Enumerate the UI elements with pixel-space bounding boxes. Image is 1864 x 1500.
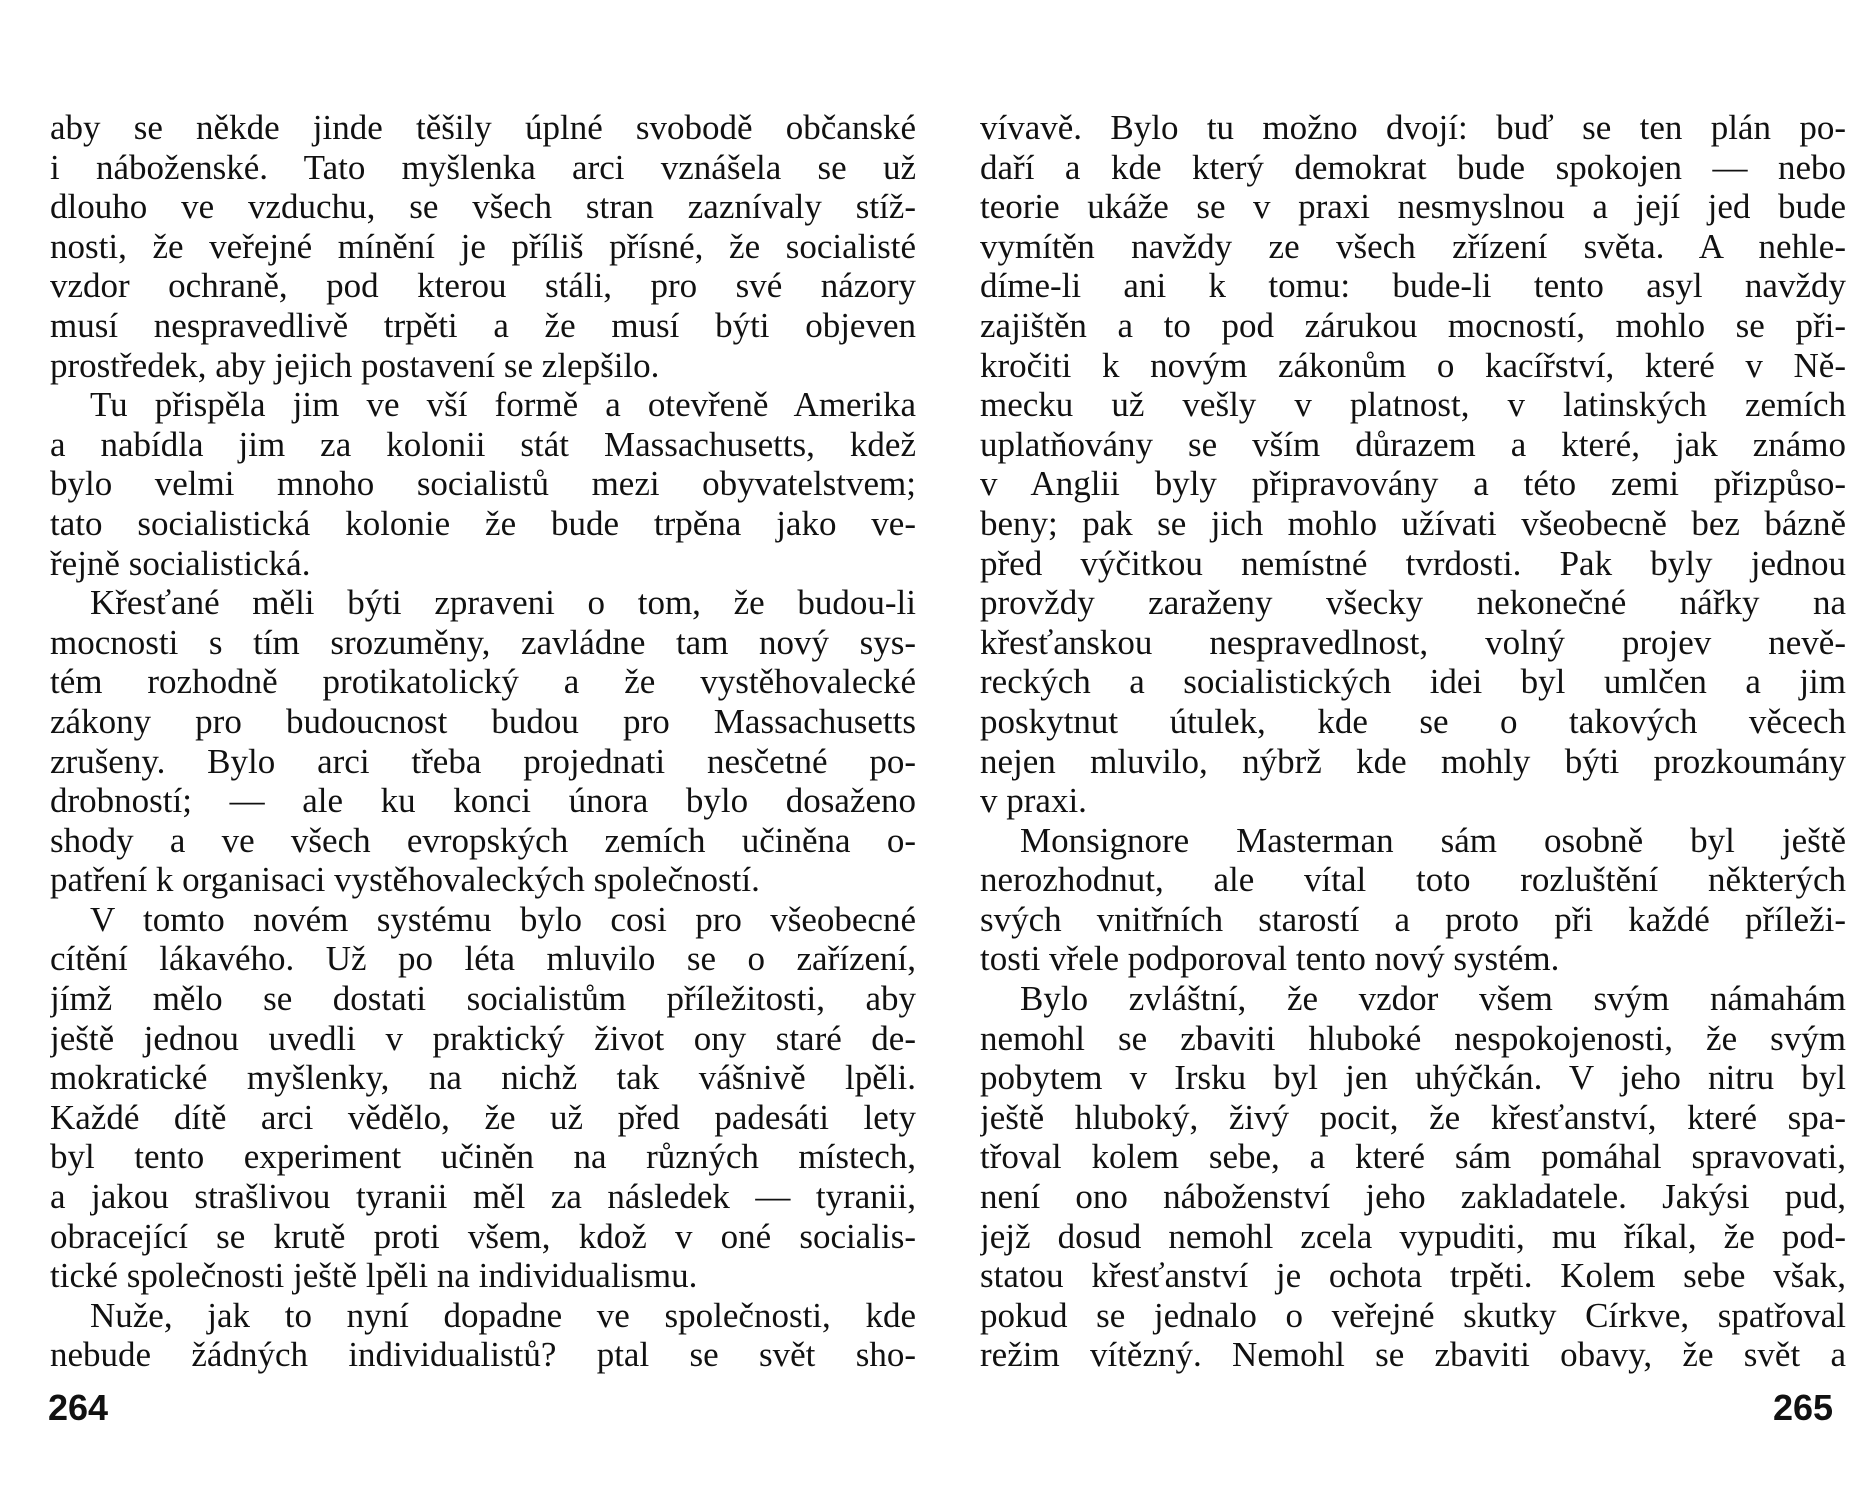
text-line: V tomto novém systému bylo cosi pro všeobecné: [90, 899, 916, 939]
text-line: teorie ukáže se v praxi nesmyslnou a její jed bude: [980, 187, 1846, 227]
text-line: jejž dosud nemohl zcela vypuditi, mu říkal, že pod-: [980, 1216, 1846, 1256]
text-line: tosti vřele podporoval tento nový systém.: [980, 939, 1560, 979]
text-line: byl tento experiment učiněn na různých místech,: [50, 1137, 916, 1177]
text-line: beny; pak se jich mohlo užívati všeobecně bez bázně: [980, 503, 1846, 543]
text-line: tém rozhodně protikatolický a že vystěhovalecké: [50, 662, 916, 702]
text-line: obracející se krutě proti všem, kdož v oné socialis-: [50, 1216, 916, 1256]
text-line: Tu přispěla jim ve vší formě a otevřeně Amerika: [90, 385, 916, 425]
text-line: ještě jednou uvedli v praktický život ony staré de-: [50, 1018, 916, 1058]
text-line: Monsignore Masterman sám osobně byl ještě: [1020, 820, 1846, 860]
text-line: prostředek, aby jejich postavení se zlepšilo.: [50, 345, 660, 385]
text-line: nosti, že veřejné mínění je příliš přísné, že socialisté: [50, 226, 916, 266]
text-line: kročiti k novým zákonům o kacířství, které v Ně-: [980, 345, 1846, 385]
text-line: a jakou strašlivou tyranii měl za následek — tyranii,: [50, 1177, 916, 1217]
text-line: Nuže, jak to nyní dopadne ve společnosti, kde: [90, 1295, 916, 1335]
text-line: nemohl se zbaviti hluboké nespokojenosti, že svým: [980, 1018, 1846, 1058]
text-line: vymítěn navždy ze všech zřízení světa. A nehle-: [980, 226, 1846, 266]
text-line: patření k organisaci vystěhovaleckých společností.: [50, 860, 760, 900]
text-line: jímž mělo se dostati socialistům příležitosti, aby: [50, 979, 916, 1019]
text-line: cítění lákavého. Už po léta mluvilo se o zařízení,: [50, 939, 916, 979]
text-line: aby se někde jinde těšily úplné svobodě občanské: [50, 108, 916, 147]
text-line: třoval kolem sebe, a které sám pomáhal spravovati,: [980, 1137, 1846, 1177]
text-line: režim vítězný. Nemohl se zbaviti obavy, že svět a: [980, 1335, 1846, 1375]
text-line: zrušeny. Bylo arci třeba projednati nesčetné po-: [50, 741, 916, 781]
text-line: křesťanskou nespravedlnost, volný projev nevě-: [980, 622, 1846, 662]
text-line: Křesťané měli býti zpraveni o tom, že budou-li: [90, 583, 916, 623]
text-line: i náboženské. Tato myšlenka arci vznášela se už: [50, 147, 916, 187]
text-line: díme-li ani k tomu: bude-li tento asyl navždy: [980, 266, 1846, 306]
left-page-text: [50, 108, 916, 1375]
text-line: Každé dítě arci vědělo, že už před padesáti lety: [50, 1097, 916, 1137]
text-line: shody a ve všech evropských zemích učiněna o-: [50, 820, 916, 860]
text-line: mecku už vešly v platnost, v latinských zemích: [980, 385, 1846, 425]
text-line: ještě hluboký, živý pocit, že křesťanství, které spa-: [980, 1097, 1846, 1137]
text-line: Bylo zvláštní, že vzdor všem svým námahám: [1020, 979, 1846, 1019]
page-number-left: 264: [48, 1387, 109, 1428]
page-number-right: 265: [1773, 1387, 1834, 1428]
right-page-text: [980, 108, 1846, 1375]
text-line: drobností; — ale ku konci února bylo dosaženo: [50, 781, 916, 821]
text-line: nejen mluvilo, nýbrž kde mohly býti prozkoumány: [980, 741, 1846, 781]
text-line: dlouho ve vzduchu, se všech stran zaznívaly stíž-: [50, 187, 916, 227]
text-line: mokratické myšlenky, na nichž tak vášnivě lpěli.: [50, 1058, 916, 1098]
text-line: bylo velmi mnoho socialistů mezi obyvatelstvem;: [50, 464, 916, 504]
text-line: mocnosti s tím srozuměny, zavládne tam nový sys-: [50, 622, 916, 662]
text-line: v Anglii byly připravovány a této zemi přizpůso-: [980, 464, 1846, 504]
text-line: daří a kde který demokrat bude spokojen — nebo: [980, 147, 1846, 187]
text-line: statou křesťanství je ochota trpěti. Kolem sebe však,: [980, 1256, 1846, 1296]
text-line: provždy zaraženy všecky nekonečné nářky na: [980, 583, 1846, 623]
text-line: vívavě. Bylo tu možno dvojí: buď se ten plán po-: [980, 108, 1846, 147]
text-line: v praxi.: [980, 781, 1087, 821]
text-line: řejně socialistická.: [50, 543, 311, 583]
text-line: není ono náboženství jeho zakladatele. Jakýsi pud,: [980, 1177, 1846, 1217]
text-line: vzdor ochraně, pod kterou stáli, pro své názory: [50, 266, 916, 306]
text-line: pokud se jednalo o veřejné skutky Církve, spatřoval: [980, 1295, 1846, 1335]
text-line: musí nespravedlivě trpěti a že musí býti objeven: [50, 305, 916, 345]
text-line: zajištěn a to pod zárukou mocností, mohlo se při-: [980, 305, 1846, 345]
text-line: tické společnosti ještě lpěli na individualismu.: [50, 1256, 698, 1296]
text-line: nebude žádných individualistů? ptal se svět sho-: [50, 1335, 916, 1375]
text-line: nerozhodnut, ale vítal toto rozluštění některých: [980, 860, 1846, 900]
text-line: a nabídla jim za kolonii stát Massachusetts, kdež: [50, 424, 916, 464]
text-line: reckých a socialistických idei byl umlčen a jim: [980, 662, 1846, 702]
text-line: pobytem v Irsku byl jen uhýčkán. V jeho nitru byl: [980, 1058, 1846, 1098]
text-line: tato socialistická kolonie že bude trpěna jako ve-: [50, 503, 916, 543]
text-line: poskytnut útulek, kde se o takových věcech: [980, 701, 1846, 741]
text-line: zákony pro budoucnost budou pro Massachusetts: [50, 701, 916, 741]
text-line: před výčitkou nemístné tvrdosti. Pak byly jednou: [980, 543, 1846, 583]
text-line: uplatňovány se vším důrazem a které, jak známo: [980, 424, 1846, 464]
text-line: svých vnitřních starostí a proto při každé příleži-: [980, 899, 1846, 939]
